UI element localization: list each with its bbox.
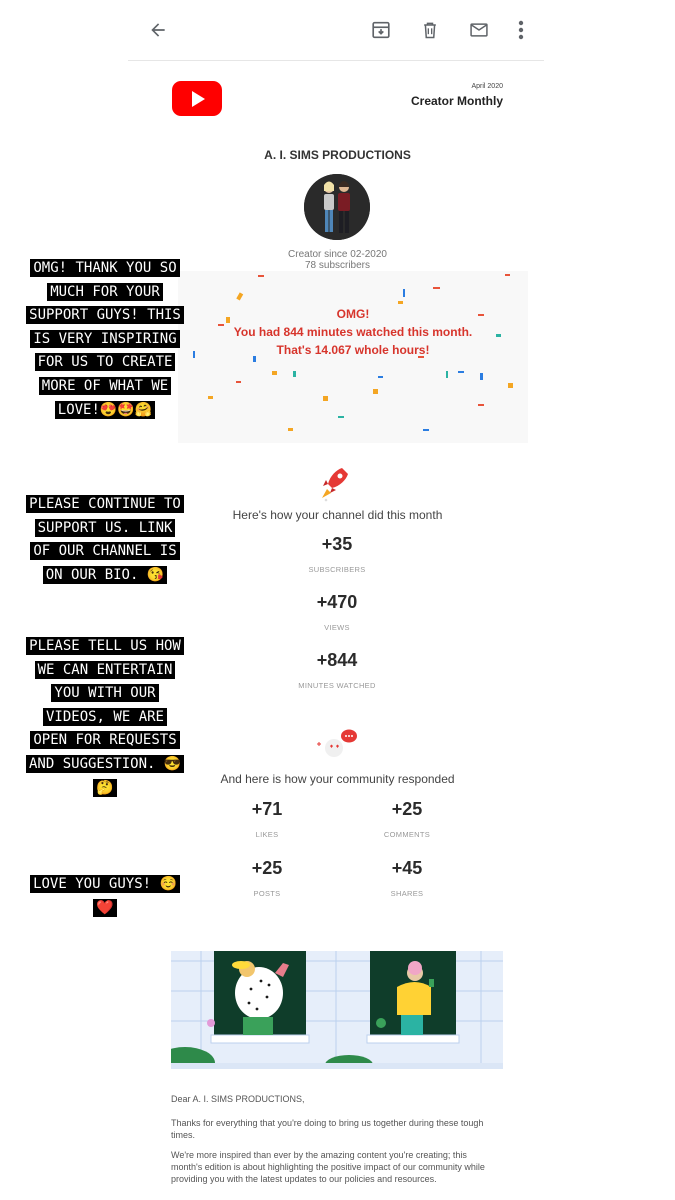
- letter-greeting: Dear A. I. SIMS PRODUCTIONS,: [171, 1094, 305, 1104]
- community-emoji-icon: [314, 726, 360, 767]
- back-arrow-icon[interactable]: [146, 18, 170, 42]
- letter-paragraph-2: We're more inspired than ever by the amazing content you're creating; this month's edition is about highlighting the positive impact of our community while providing you with the latest updates to our policies and resources.: [171, 1150, 485, 1184]
- minutes-stat-label: MINUTES WATCHED: [298, 681, 376, 690]
- caption-thank-you: OMG! THANK YOU SO MUCH FOR YOUR SUPPORT GUYS! THIS IS VERY INSPIRING FOR US TO CREATE MORE OF WHAT WE LOVE!😍🤩🤗: [26, 257, 184, 422]
- creator-since: Creator since 02-2020: [288, 249, 387, 260]
- shares-stat-label: SHARES: [390, 889, 424, 898]
- comments-stat-value: +25: [391, 799, 423, 819]
- email-toolbar: [128, 0, 544, 60]
- views-stat-label: VIEWS: [324, 623, 350, 632]
- subscribers-stat-value: +35: [321, 534, 353, 554]
- archive-icon[interactable]: [369, 18, 393, 42]
- omg-line-1: OMG!: [336, 307, 370, 321]
- likes-stat-value: +71: [251, 799, 283, 819]
- more-vert-icon[interactable]: [509, 18, 533, 42]
- letter-paragraph-1: Thanks for everything that you're doing to bring us together during these tough times.: [171, 1118, 484, 1140]
- posts-stat-label: POSTS: [253, 889, 281, 898]
- likes-stat-label: LIKES: [255, 830, 279, 839]
- omg-line-3: That's 14.067 whole hours!: [276, 343, 430, 357]
- minutes-highlight-banner: [178, 271, 528, 443]
- caption-support-us: PLEASE CONTINUE TO SUPPORT US. LINK OF OUR CHANNEL IS ON OUR BIO. 😘: [26, 493, 184, 587]
- caption-love-you: LOVE YOU GUYS! ☺️❤️: [26, 873, 184, 920]
- youtube-logo-icon: [172, 81, 222, 116]
- community-section-title: And here is how your community responded: [220, 772, 455, 786]
- posts-stat-value: +25: [251, 858, 283, 878]
- shares-stat-value: +45: [391, 858, 423, 878]
- trash-icon[interactable]: [418, 18, 442, 42]
- omg-line-2: You had 844 minutes watched this month.: [233, 325, 473, 339]
- views-stat-value: +470: [316, 592, 358, 612]
- windows-illustration: [171, 951, 503, 1069]
- toolbar-divider: [128, 60, 544, 61]
- comments-stat-label: COMMENTS: [383, 830, 431, 839]
- channel-name: A. I. SIMS PRODUCTIONS: [264, 148, 411, 162]
- newsletter-date: April 2020: [471, 83, 503, 90]
- subscribers-stat-label: SUBSCRIBERS: [308, 565, 366, 574]
- mail-icon[interactable]: [467, 18, 491, 42]
- channel-avatar: [304, 174, 370, 240]
- newsletter-title: Creator Monthly: [410, 94, 503, 108]
- caption-requests: PLEASE TELL US HOW WE CAN ENTERTAIN YOU WITH OUR VIDEOS, WE ARE OPEN FOR REQUESTS AND SUGGESTION. 😎🤔: [26, 635, 184, 800]
- subscriber-count: 78 subscribers: [304, 260, 371, 271]
- rocket-icon: [320, 466, 350, 507]
- confetti-decoration: [178, 271, 528, 443]
- channel-section-title: Here's how your channel did this month: [232, 508, 443, 522]
- minutes-stat-value: +844: [316, 650, 358, 670]
